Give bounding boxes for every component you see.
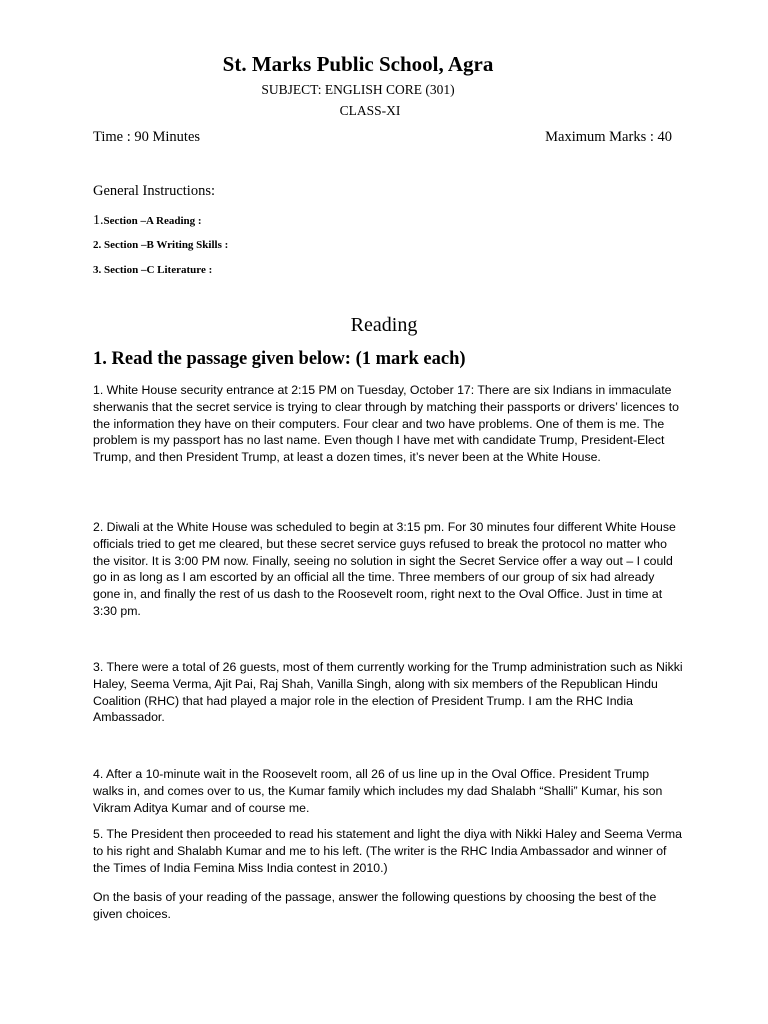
subject-line: SUBJECT: ENGLISH CORE (301) [261, 82, 455, 97]
max-marks-label: Maximum Marks : 40 [545, 129, 672, 145]
section-b-line: 2. Section –B Writing Skills : [93, 239, 229, 251]
question-heading: 1. Read the passage given below: (1 mark each) [93, 349, 466, 369]
section-a-label: Section –A Reading : [103, 215, 202, 227]
time-label: Time : 90 Minutes [93, 129, 201, 145]
section-c-line: 3. Section –C Literature : [93, 264, 213, 276]
section-a-number: 1. [93, 213, 104, 228]
passage-paragraph-3: 3. There were a total of 26 guests, most of them currently working for the Trump administration such as Nikki Haley, Seema Verma, Ajit Pai, Raj Shah, Vanilla Singh, along with six members of the Republican Hindu Coalition (RHC) that had played a major role in the election of President Trump. I am the RHC India Ambassador. [93, 660, 683, 725]
school-name: St. Marks Public School, Agra [222, 52, 494, 76]
passage-paragraph-4: 4. After a 10-minute wait in the Roosevelt room, all 26 of us line up in the Oval Office. President Trump walks in, and comes over to us, the Kumar family which includes my dad Shalabh “Shalli” Kumar, his son Vikram Aditya Kumar and of course me. [93, 767, 663, 815]
passage-instructions: On the basis of your reading of the passage, answer the following questions by choosing the best of the given choices. [93, 890, 657, 921]
class-line: CLASS-XI [339, 103, 401, 118]
passage-paragraph-2: 2. Diwali at the White House was scheduled to begin at 3:15 pm. For 30 minutes four different White House officials tried to get me cleared, but these secret service guys refused to break the protocol no matter who the visitor. It is 3:00 PM now. Finally, seeing no solution in sight the Secret Service offer a way out – I could go in as long as I am escorted by an official all the time. Three members of our group of six had already gone in, and finally the rest of us dash to the Roosevelt room, right next to the Oval Office. Just in time at 3:30 pm. [93, 520, 676, 618]
passage-paragraph-1: 1. White House security entrance at 2:15 PM on Tuesday, October 17: There are six Indians in immaculate sherwanis that the secret service is trying to clear through by matching their passports or drivers’ licences to the information they have on their computers. Four clear and two have problems. One of them is me. The problem is my passport has no last name. Even though I have met with candidate Trump, President-Elect Trump, and then President Trump, at least a dozen times, it’s never been at the White House. [93, 383, 679, 465]
reading-heading: Reading [350, 314, 418, 336]
general-instructions-title: General Instructions: [93, 183, 216, 199]
time-marks-row [93, 129, 672, 146]
passage-paragraph-5: 5. The President then proceeded to read his statement and light the diya with Nikki Haley and Seema Verma to his right and Shalabh Kumar and me to his left. (The writer is the RHC India Ambassador and winner of the Times of India Femina Miss India contest in 2010.) [93, 827, 682, 875]
section-a-line [93, 213, 202, 229]
